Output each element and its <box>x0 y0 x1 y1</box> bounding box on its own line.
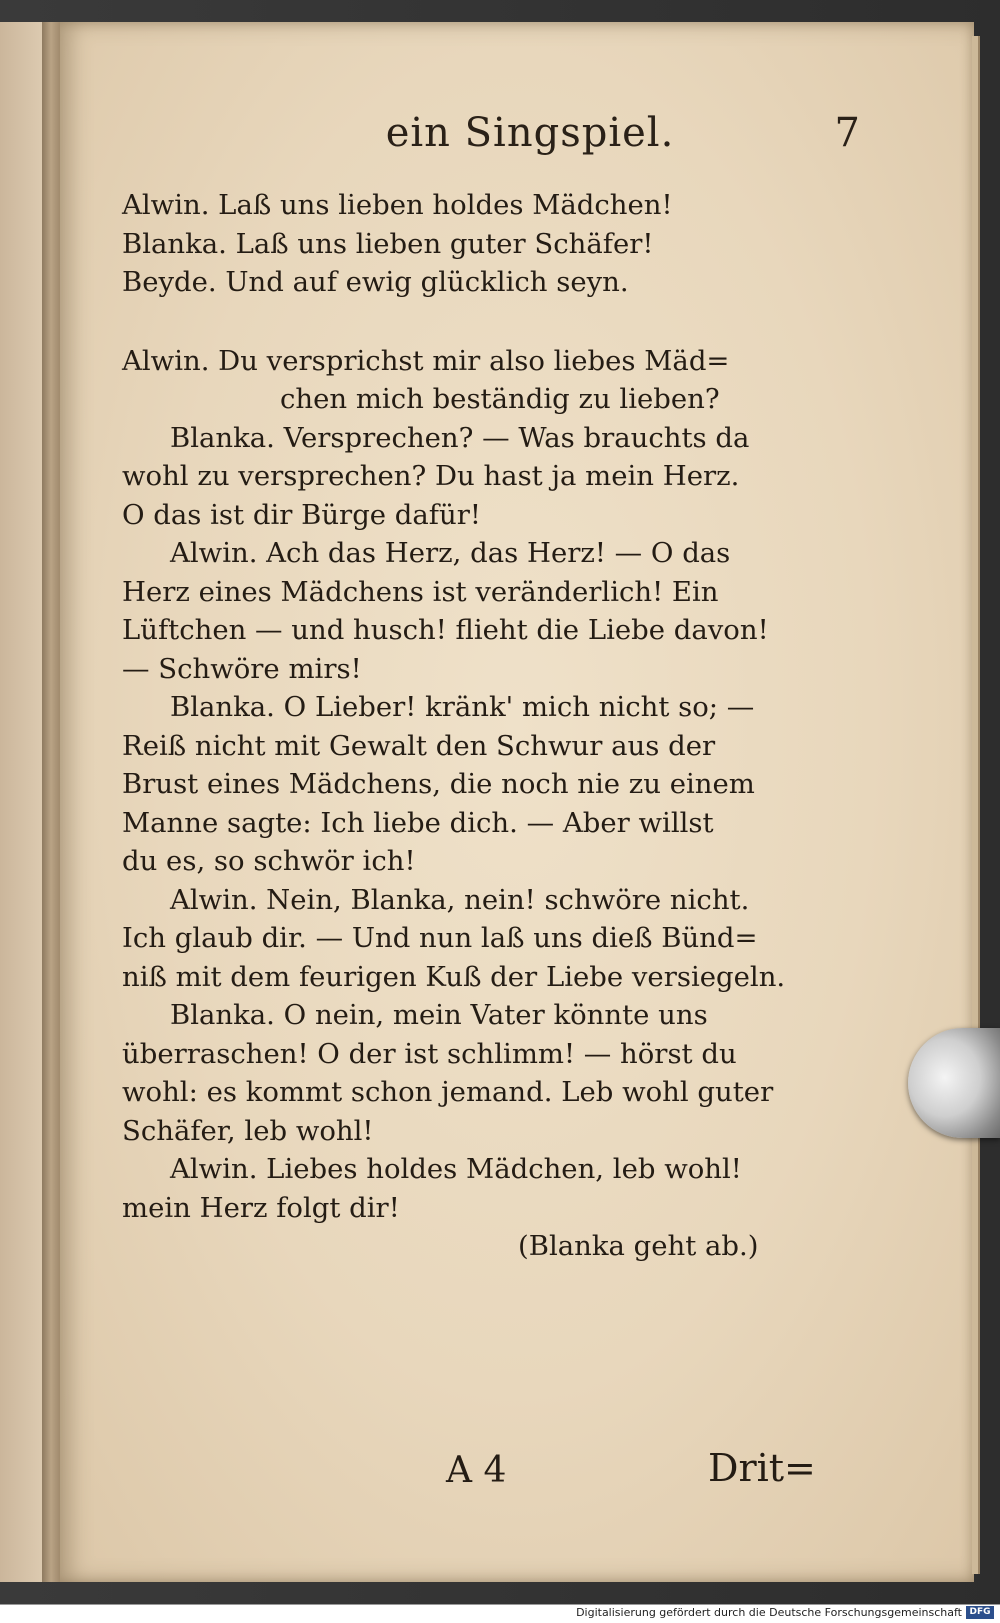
text-line: Alwin. Nein, Blanka, nein! schwöre nicht. <box>170 883 750 916</box>
text-line: Blanka. O nein, mein Vater könnte uns <box>170 999 708 1031</box>
text-line: mein Herz folgt dir! <box>122 1191 400 1224</box>
text-line: niß mit dem feurigen Kuß der Liebe versiegeln. <box>122 960 786 993</box>
text-line: Herz eines Mädchens ist veränderlich! Ein <box>122 575 719 608</box>
book-gutter <box>42 22 60 1582</box>
text-line: Alwin. Ach das Herz, das Herz! — O das <box>170 537 731 569</box>
text-line: du es, so schwör ich! <box>122 845 416 877</box>
text-line: Ich glaub dir. — Und nun laß uns dieß Bünd= <box>122 922 758 954</box>
text-line: Beyde. Und auf ewig glücklich seyn. <box>122 266 629 298</box>
text-line: Lüftchen — und husch! flieht die Liebe davon! <box>122 614 769 646</box>
running-head: ein Singspiel. <box>385 110 675 156</box>
page-number: 7 <box>834 110 860 156</box>
text-line: Alwin. Du versprichst mir also liebes Mäd= <box>122 344 730 377</box>
blank-line <box>122 302 842 342</box>
text-line: Blanka. Versprechen? — Was brauchts da <box>170 421 750 454</box>
text-line: Alwin. Liebes holdes Mädchen, leb wohl! <box>170 1153 742 1185</box>
text-line: chen mich beständig zu lieben? <box>280 383 720 415</box>
text-line: Schäfer, leb wohl! <box>122 1114 374 1147</box>
page-stack-edge <box>972 36 980 1574</box>
footer-credit: Digitalisierung gefördert durch die Deutsche Forschungsgemeinschaft <box>576 1606 962 1619</box>
text-line: Reiß nicht mit Gewalt den Schwur aus der <box>122 729 716 762</box>
text-line: Blanka. O Lieber! kränk' mich nicht so; — <box>170 691 755 723</box>
text-line: Manne sagte: Ich liebe dich. — Aber willst <box>122 806 714 839</box>
page-header <box>140 110 860 180</box>
text-line: wohl: es kommt schon jemand. Leb wohl guter <box>122 1076 774 1108</box>
text-line: Alwin. Laß uns lieben holdes Mädchen! <box>122 189 673 221</box>
catchword: Drit= <box>708 1446 816 1490</box>
body-text <box>122 186 842 1266</box>
signature-mark: A 4 <box>446 1450 507 1491</box>
text-line: — Schwöre mirs! <box>122 652 362 685</box>
text-line: wohl zu versprechen? Du hast ja mein Herz. <box>122 460 740 492</box>
stage-direction: (Blanka geht ab.) <box>518 1230 759 1262</box>
text-line: Blanka. Laß uns lieben guter Schäfer! <box>122 227 654 260</box>
text-line: Brust eines Mädchens, die noch nie zu einem <box>122 768 755 800</box>
text-line: O das ist dir Bürge dafür! <box>122 498 481 531</box>
text-line: überraschen! O der ist schlimm! — hörst du <box>122 1037 737 1070</box>
dfg-logo: DFG <box>966 1606 994 1619</box>
